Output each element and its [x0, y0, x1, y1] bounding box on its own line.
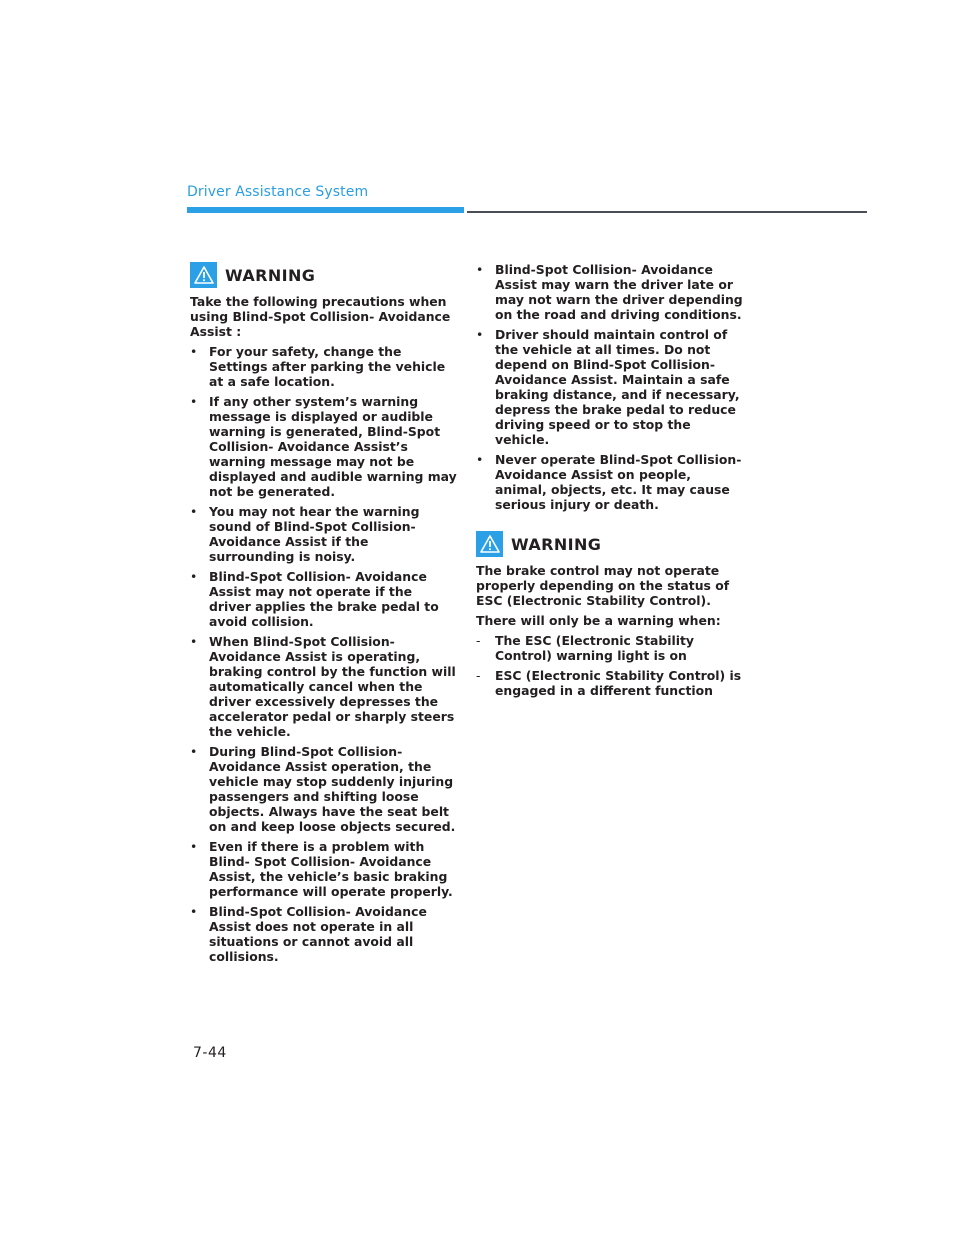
- warning-paragraph: The brake control may not operate properly depending on the status of ESC (Electronic Stability Control).: [476, 563, 730, 608]
- list-item: • Blind-Spot Collision- Avoidance Assist may warn the driver late or may not warn the driver depending on the road and driving conditions.: [476, 262, 743, 322]
- dash-icon: -: [476, 633, 481, 648]
- list-item: • When Blind-Spot Collision- Avoidance Assist is operating, braking control by the function will automatically cancel when the driver excessively depresses the accelerator pedal or sharply steers the vehicle.: [190, 634, 456, 739]
- list-item: • You may not hear the warning sound of Blind-Spot Collision- Avoidance Assist if the surrounding is noisy.: [190, 504, 420, 564]
- bullet-icon: •: [190, 744, 198, 759]
- dash-icon: -: [476, 668, 481, 683]
- precaution-list-continued: [476, 262, 744, 512]
- bullet-icon: •: [476, 262, 484, 277]
- warning-title: WARNING: [511, 534, 602, 554]
- list-item: • Blind-Spot Collision- Avoidance Assist does not operate in all situations or cannot avoid all collisions.: [190, 904, 427, 964]
- list-item: - The ESC (Electronic Stability Control) warning light is on: [476, 633, 695, 663]
- precaution-list: [190, 344, 458, 964]
- list-item: • Even if there is a problem with Blind- Spot Collision- Avoidance Assist, the vehicle’s basic braking performance will operate properly.: [190, 839, 453, 899]
- condition-list: [476, 633, 744, 698]
- left-column: [190, 262, 458, 969]
- list-item: • During Blind-Spot Collision- Avoidance Assist operation, the vehicle may stop suddenly injuring passengers and shifting loose objects. Always have the seat belt on and keep loose objects secured.: [190, 744, 456, 834]
- page-number: 7-44: [193, 1045, 227, 1061]
- bullet-icon: •: [190, 569, 198, 584]
- bullet-icon: •: [190, 344, 198, 359]
- right-column: [476, 262, 744, 703]
- bullet-icon: •: [190, 634, 198, 649]
- bullet-icon: •: [476, 452, 484, 467]
- bullet-icon: •: [190, 904, 198, 919]
- warning-triangle-icon: [190, 262, 217, 288]
- bullet-icon: •: [476, 327, 484, 342]
- list-item: • Driver should maintain control of the vehicle at all times. Do not depend on Blind-Spot Collision- Avoidance Assist. Maintain a safe braking distance, and if necessary, depress the brake pedal to reduce driving speed or to stop the vehicle.: [476, 327, 740, 447]
- list-item: • Blind-Spot Collision- Avoidance Assist may not operate if the driver applies the brake pedal to avoid collision.: [190, 569, 439, 629]
- bullet-icon: •: [190, 504, 198, 519]
- warning-title: WARNING: [225, 265, 316, 285]
- warning-intro: Take the following precautions when using Blind-Spot Collision- Avoidance Assist :: [190, 294, 451, 339]
- list-item: • If any other system’s warning message is displayed or audible warning is generated, Blind-Spot Collision- Avoidance Assist’s warning message may not be displayed and audible warning may not be generated.: [190, 394, 457, 499]
- section-spacer: [476, 517, 744, 531]
- list-item: - ESC (Electronic Stability Control) is engaged in a different function: [476, 668, 742, 698]
- list-item: • For your safety, change the Settings after parking the vehicle at a safe location.: [190, 344, 446, 389]
- header-divider-rule: [467, 211, 867, 213]
- header-accent-rule: [187, 207, 464, 213]
- bullet-icon: •: [190, 394, 198, 409]
- section-title: Driver Assistance System: [187, 184, 369, 200]
- warning-paragraph: There will only be a warning when:: [476, 613, 721, 628]
- warning-triangle-icon: [476, 531, 503, 557]
- warning-heading: [476, 531, 744, 557]
- list-item: • Never operate Blind-Spot Collision- Avoidance Assist on people, animal, objects, etc. It may cause serious injury or death.: [476, 452, 742, 512]
- warning-heading: [190, 262, 458, 288]
- bullet-icon: •: [190, 839, 198, 854]
